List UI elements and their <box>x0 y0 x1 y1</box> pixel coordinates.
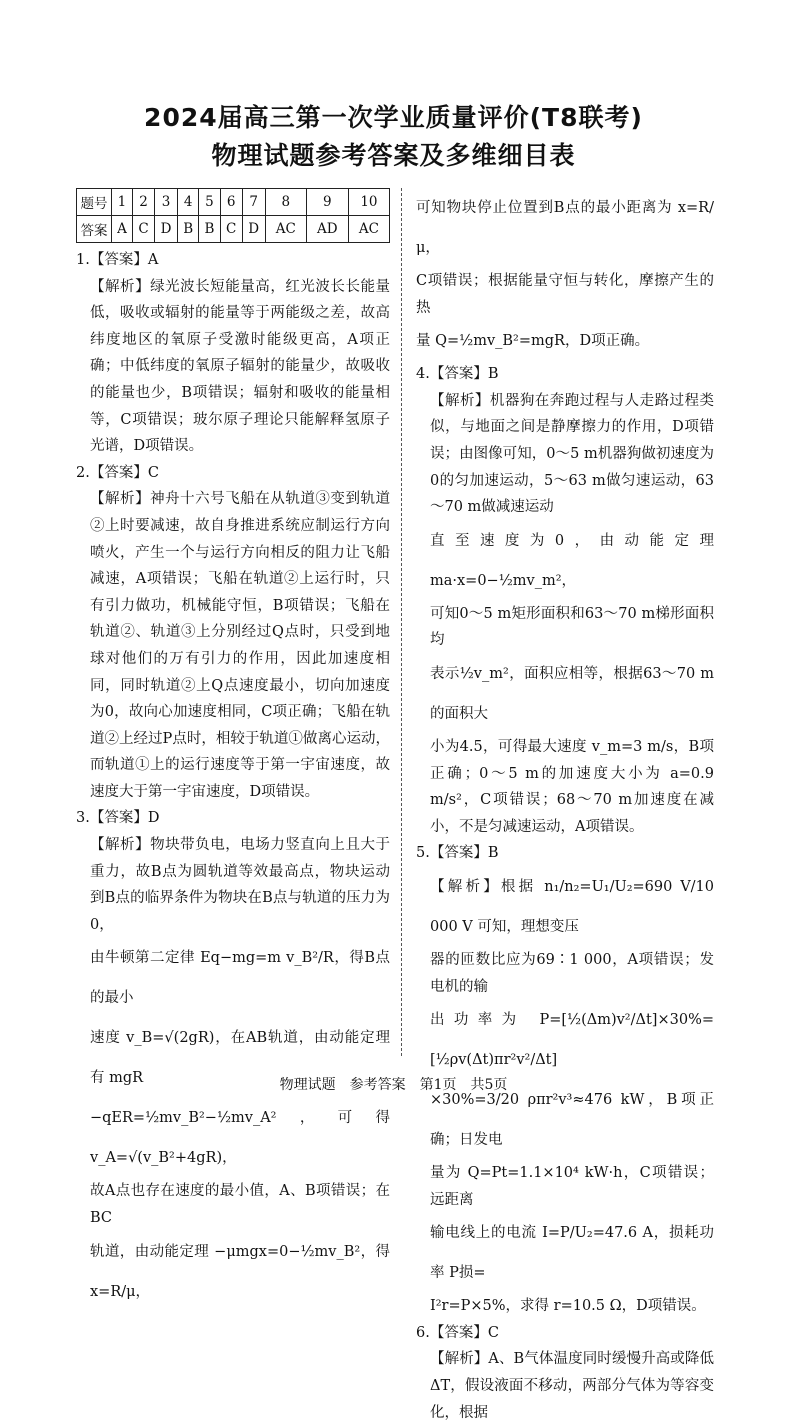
answer-cell: AD <box>306 216 348 243</box>
right-column <box>416 188 714 1426</box>
page-footer: 物理试题 参考答案 第1页 共5页 <box>279 1077 508 1093</box>
explanation-paragraph: 器的匝数比应为69∶1 000，A项错误；发电机的输 <box>430 951 714 995</box>
answer-cell: B <box>199 216 220 243</box>
formula-line: 由牛顿第二定律 Eq−mg=m v_B²/R，得B点的最小 <box>90 950 390 1007</box>
explanation-paragraph: 【解析】物块带负电，电场力竖直向上且大于重力，故B点为圆轨道等效最高点，物块运动到B点的临界条件为物块在B点与轨道的压力为0， <box>90 837 390 933</box>
formula-line: 速度 v_B=√(2gR)，在AB轨道，由动能定理有 mgR <box>90 1030 390 1087</box>
explanation-paragraph: 【解析】机器狗在奔跑过程与人走路过程类似，与地面之间是静摩擦力的作用，D项错误；由图像可知，0～5 m机器狗做初速度为0的匀加速运动，5～63 m做匀速运动，63～70 m做减速运动 <box>430 392 714 516</box>
formula-line: 轨道，由动能定理 −μmgx=0−½mv_B²，得 x=R/μ， <box>90 1243 390 1300</box>
answer-cell: C <box>132 216 154 243</box>
answer-number-cell: 10 <box>348 189 389 216</box>
answer-cell: A <box>112 216 133 243</box>
answer-number-cell: 1 <box>112 189 133 216</box>
answer-table <box>76 188 390 243</box>
answer-cell: AC <box>348 216 389 243</box>
explanation-paragraph: 小为4.5，可得最大速度 v_m=3 m/s，B项正确；0～5 m的加速度大小为 a=0.9 m/s²，C项错误；68～70 m加速度在减小，不是匀减速运动，A项错误。 <box>430 738 714 835</box>
answer-heading: 2.【答案】C <box>76 464 159 481</box>
answer-table-row-label: 答案 <box>77 216 112 243</box>
answer-cell: D <box>155 216 178 243</box>
formula-line: −qER=½mv_B²−½mv_A²，可得 v_A=√(v_B²+4gR)， <box>90 1110 390 1167</box>
answer-number-cell: 6 <box>220 189 242 216</box>
answer-heading: 4.【答案】B <box>416 366 499 383</box>
explanation-paragraph: 可知0～5 m矩形面积和63～70 m梯形面积均 <box>430 605 714 649</box>
answer-cell: B <box>178 216 199 243</box>
answer-number-cell: 3 <box>155 189 178 216</box>
formula-line: 表示½v_m²，面积应相等，根据63～70 m的面积大 <box>430 665 714 722</box>
answer-heading: 5.【答案】B <box>416 845 499 862</box>
page-title: 2024届高三第一次学业质量评价(T8联考) <box>144 103 643 132</box>
answer-cell: AC <box>265 216 306 243</box>
answer-number-cell: 5 <box>199 189 220 216</box>
column-divider <box>401 188 402 1056</box>
explanation-paragraph: 【解析】绿光波长短能量高，红光波长长能量低，吸收或辐射的能量等于两能级之差，故高纬度地区的氧原子受激时能级更高，A项正确；中低纬度的氧原子辐射的能量少，故吸收的能量也少，B项错误；辐射和吸收的能量相等，C项错误；玻尔原子理论只能解释氢原子光谱，D项错误。 <box>90 278 390 455</box>
explanation-paragraph: I²r=P×5%，求得 r=10.5 Ω，D项错误。 <box>430 1298 706 1315</box>
answer-number-cell: 7 <box>242 189 265 216</box>
answer-cell: C <box>220 216 242 243</box>
explanation-paragraph: 【解析】A、B气体温度同时缓慢升高或降低ΔT，假设液面不移动，两部分气体为等容变化，根据 <box>430 1351 714 1421</box>
formula-line: 出功率为 P=[½(Δm)v²/Δt]×30%=[½ρv(Δt)πr²v²/Δt] <box>430 1012 714 1069</box>
answer-heading: 6.【答案】C <box>416 1324 499 1341</box>
formula-line: 直至速度为0，由动能定理 ma·x=0−½mv_m²， <box>430 532 714 589</box>
left-column <box>76 188 390 1312</box>
answer-number-cell: 9 <box>306 189 348 216</box>
answer-cell: D <box>242 216 265 243</box>
answer-number-cell: 8 <box>265 189 306 216</box>
explanation-paragraph: 量为 Q=Pt=1.1×10⁴ kW·h，C项错误；远距离 <box>430 1165 714 1208</box>
answer-number-cell: 4 <box>178 189 199 216</box>
answer-table-answer-row <box>77 216 390 243</box>
explanation-paragraph: 故A点也存在速度的最小值，A、B项错误；在BC <box>90 1183 390 1227</box>
formula-line: 可知物块停止位置到B点的最小距离为 x=R/μ， <box>416 200 714 256</box>
answer-heading: 1.【答案】A <box>76 252 159 268</box>
answer-table-row-label: 题号 <box>77 189 112 216</box>
formula-line: 【解析】根据 n₁/n₂=U₁/U₂=690 V/10 000 V 可知，理想变压 <box>430 878 714 935</box>
formula-line: ×30%=3/20 ρπr²v³≈476 kW，B项正确；日发电 <box>430 1092 714 1149</box>
answer-table-number-row <box>77 189 390 216</box>
formula-line: 输电线上的电流 I=P/U₂=47.6 A，损耗功率 P损= <box>430 1225 714 1282</box>
explanation-paragraph: C项错误；根据能量守恒与转化，摩擦产生的热 <box>416 273 714 316</box>
explanation-paragraph: 【解析】神舟十六号飞船在从轨道③变到轨道②上时要减速，故自身推进系统应制运行方向喷火，产生一个与运行方向相反的阻力让飞船减速，A项错误；飞船在轨道②上运行时，只有引力做功，机械能守恒，B项错误；飞船在轨道②、轨道③上分别经过Q点时，只受到地球对他们的万有引力的作用，因此加速度相同，同时轨道②上Q点速度最小，切向加速度为0，故向心加速度相同，C项正确；飞船在轨道②上经过P点时，相较于轨道①做离心运动，而轨道①上的运行速度等于第一宇宙速度，故速度大于第一宇宙速度，D项错误。 <box>90 491 390 800</box>
page-subtitle: 物理试题参考答案及多维细目表 <box>211 141 576 170</box>
answer-number-cell: 2 <box>132 189 154 216</box>
answer-heading: 3.【答案】D <box>76 810 160 827</box>
formula-line: 量 Q=½mv_B²=mgR，D项正确。 <box>416 333 650 350</box>
